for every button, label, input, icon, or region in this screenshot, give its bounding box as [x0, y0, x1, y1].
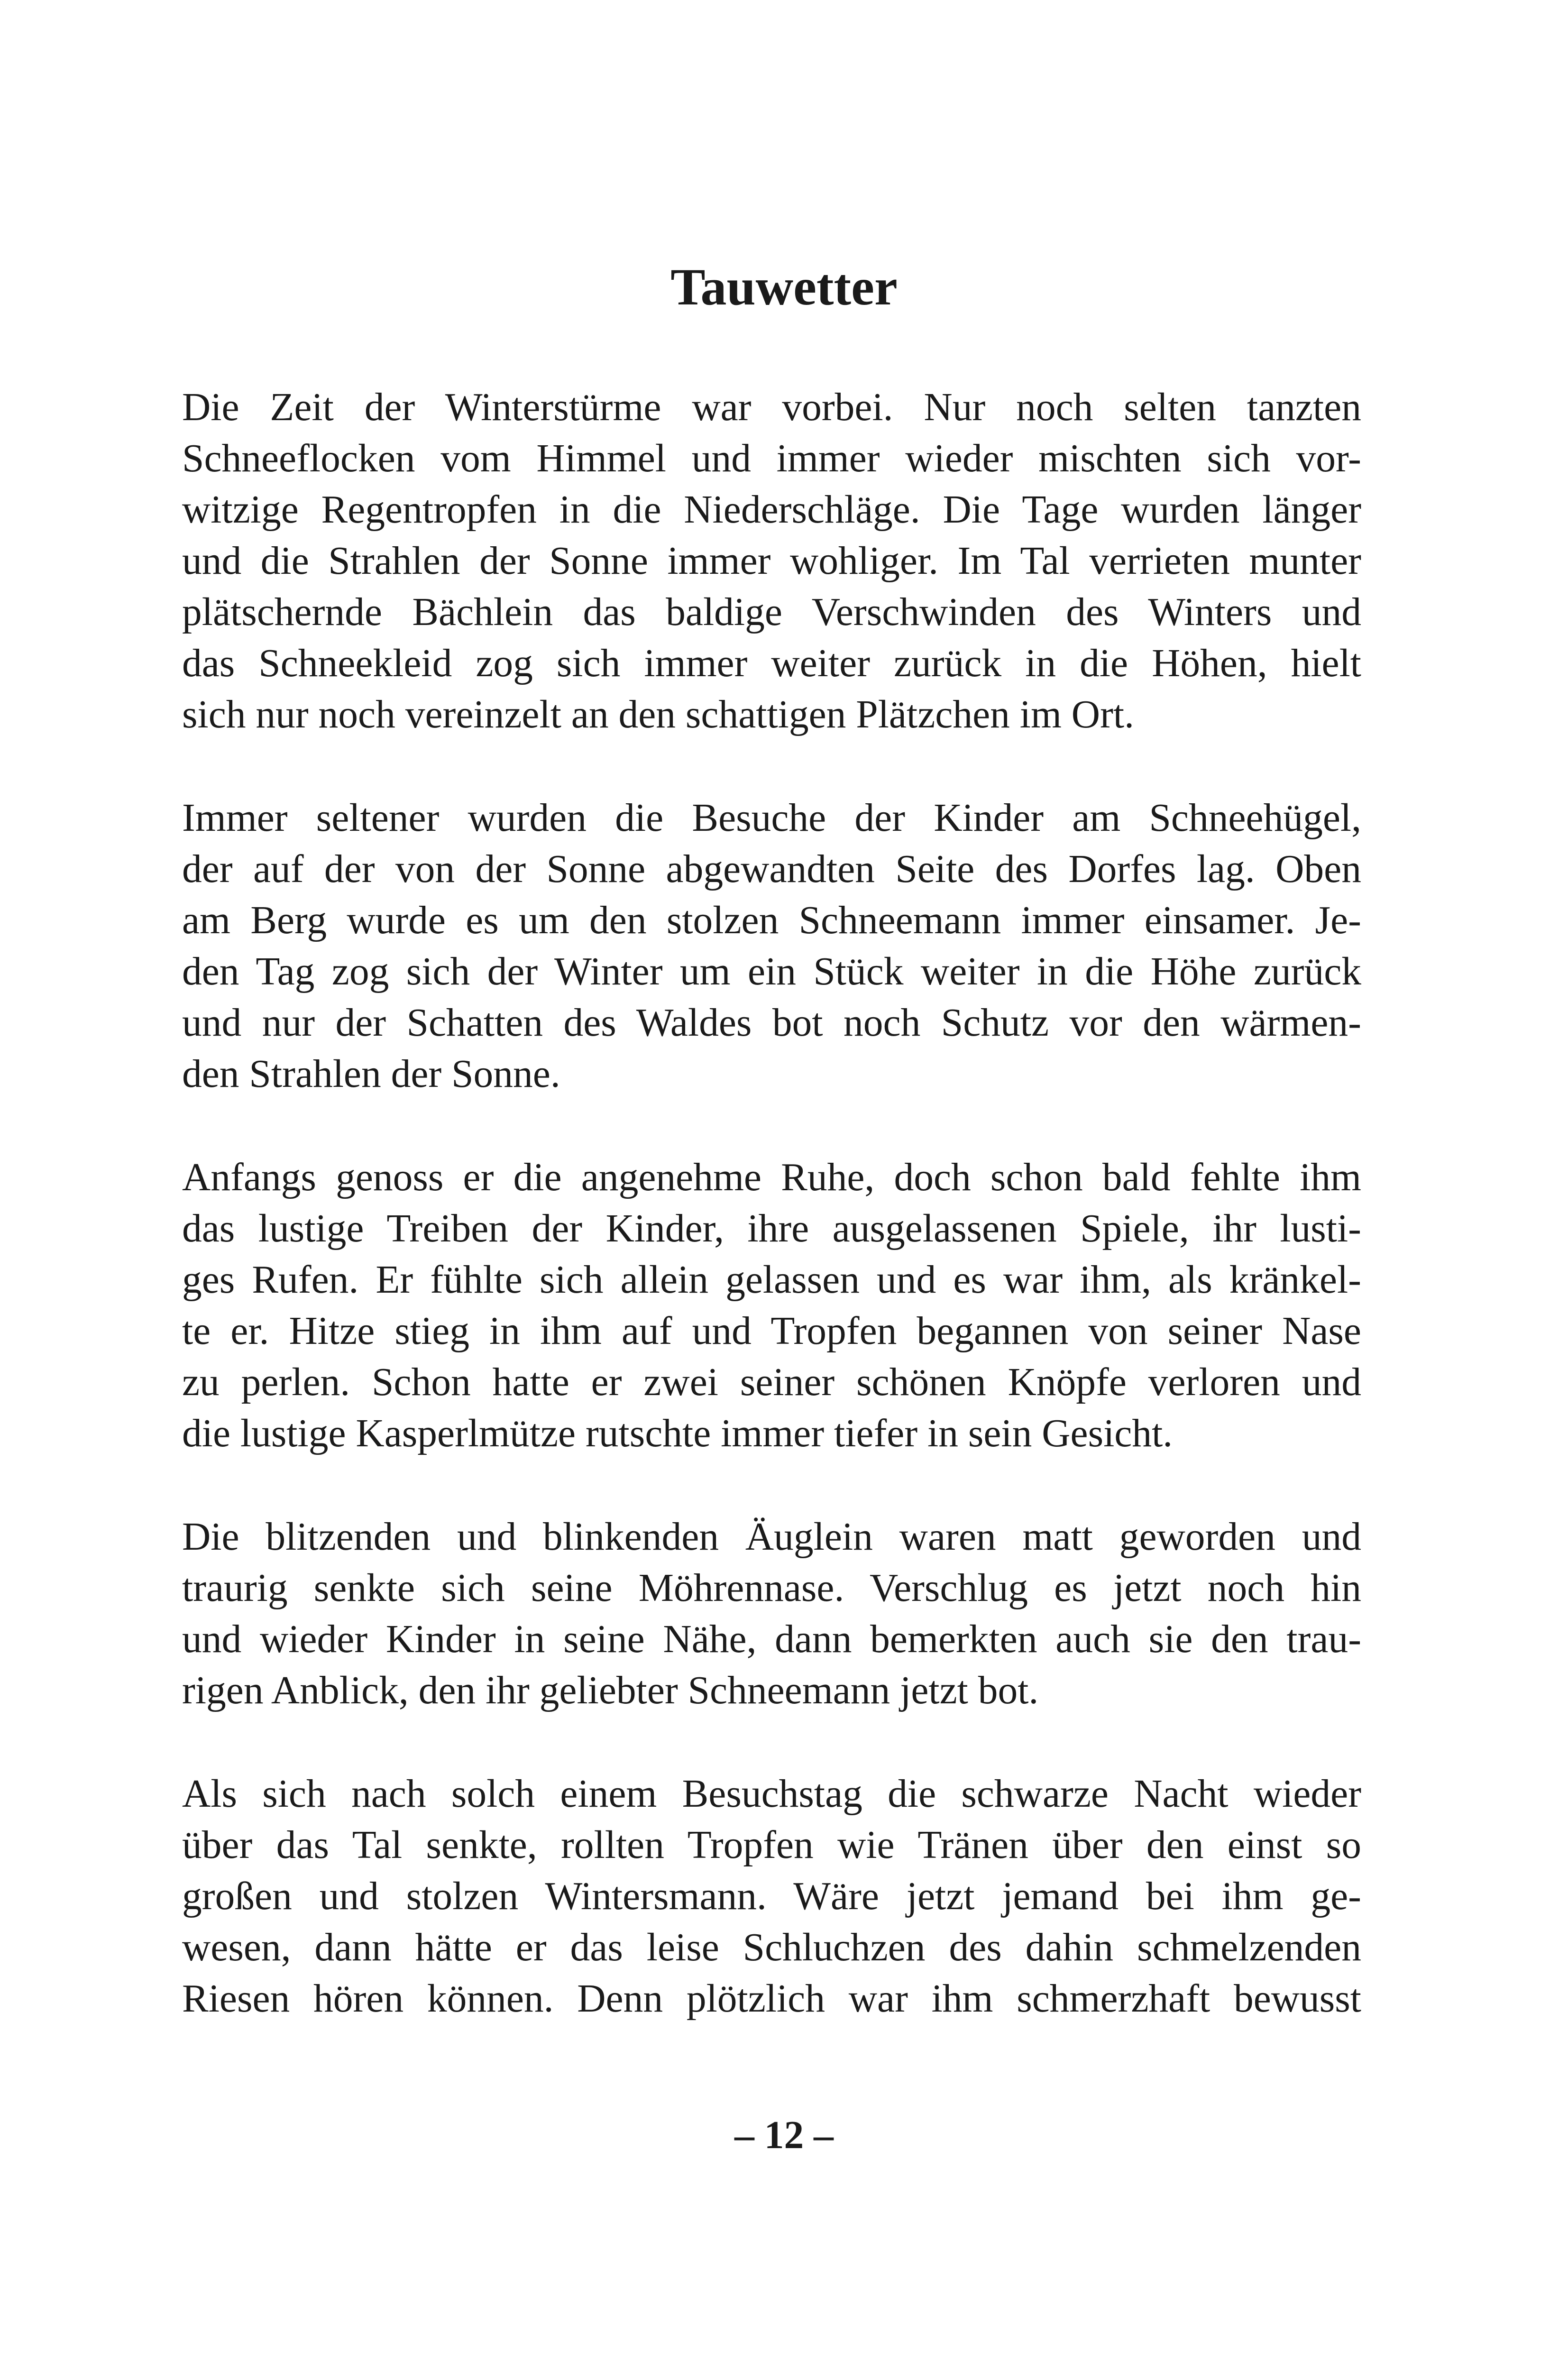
text-line: das lustige Treiben der Kinder, ihre ausgelassenen Spiele, ihr lusti-: [182, 1207, 1361, 1250]
text-line: Als sich nach solch einem Besuchstag die schwarze Nacht wieder: [182, 1772, 1361, 1816]
text-line: der auf der von der Sonne abgewandten Seite des Dorfes lag. Oben: [182, 847, 1361, 891]
text-line: und nur der Schatten des Waldes bot noch Schutz vor den wärmen-: [182, 1001, 1361, 1045]
text-line: zu perlen. Schon hatte er zwei seiner schönen Knöpfe verloren und: [182, 1360, 1361, 1404]
text-line: Die Zeit der Winterstürme war vorbei. Nur noch selten tanzten: [182, 386, 1361, 429]
text-line: te er. Hitze stieg in ihm auf und Tropfen begannen von seiner Nase: [182, 1309, 1361, 1353]
paragraph-2: [182, 792, 1361, 1100]
text-line: und die Strahlen der Sonne immer wohliger. Im Tal verrieten munter: [182, 539, 1361, 583]
page-number: – 12 –: [734, 2114, 834, 2157]
text-line: sich nur noch vereinzelt an den schattigen Plätzchen im Ort.: [182, 693, 1134, 736]
text-line: ges Rufen. Er fühlte sich allein gelassen und es war ihm, als kränkel-: [182, 1258, 1361, 1302]
text-line: das Schneekleid zog sich immer weiter zurück in die Höhen, hielt: [182, 642, 1361, 685]
text-line: Schneeflocken vom Himmel und immer wieder mischten sich vor-: [182, 437, 1361, 480]
paragraph-4: [182, 1511, 1361, 1716]
text-line: über das Tal senkte, rollten Tropfen wie Tränen über den einst so: [182, 1823, 1361, 1867]
text-line: Anfangs genoss er die angenehme Ruhe, doch schon bald fehlte ihm: [182, 1156, 1361, 1199]
body-text: [182, 382, 1361, 2077]
text-line: plätschernde Bächlein das baldige Verschwinden des Winters und: [182, 590, 1361, 634]
text-line: und wieder Kinder in seine Nähe, dann bemerkten auch sie den trau-: [182, 1617, 1361, 1661]
paragraph-5: [182, 1768, 1361, 2024]
text-line: Die blitzenden und blinkenden Äuglein waren matt geworden und: [182, 1515, 1361, 1559]
text-line: die lustige Kasperlmütze rutschte immer tiefer in sein Gesicht.: [182, 1412, 1173, 1455]
text-line: rigen Anblick, den ihr geliebter Schneemann jetzt bot.: [182, 1669, 1039, 1712]
text-line: witzige Regentropfen in die Niederschläge. Die Tage wurden länger: [182, 488, 1361, 532]
text-line: Immer seltener wurden die Besuche der Kinder am Schneehügel,: [182, 796, 1361, 840]
text-line: Riesen hören können. Denn plötzlich war ihm schmerzhaft bewusst: [182, 1977, 1361, 2021]
paragraph-1: [182, 382, 1361, 740]
chapter-title: Tauwetter: [670, 258, 898, 316]
paragraph-3: [182, 1152, 1361, 1459]
text-line: traurig senkte sich seine Möhrennase. Verschlug es jetzt noch hin: [182, 1566, 1361, 1610]
text-line: großen und stolzen Wintersmann. Wäre jetzt jemand bei ihm ge-: [182, 1875, 1361, 1918]
text-line: den Tag zog sich der Winter um ein Stück weiter in die Höhe zurück: [182, 950, 1361, 993]
text-line: am Berg wurde es um den stolzen Schneemann immer einsamer. Je-: [182, 899, 1361, 942]
text-line: wesen, dann hätte er das leise Schluchzen des dahin schmelzenden: [182, 1926, 1361, 1969]
text-line: den Strahlen der Sonne.: [182, 1052, 560, 1096]
